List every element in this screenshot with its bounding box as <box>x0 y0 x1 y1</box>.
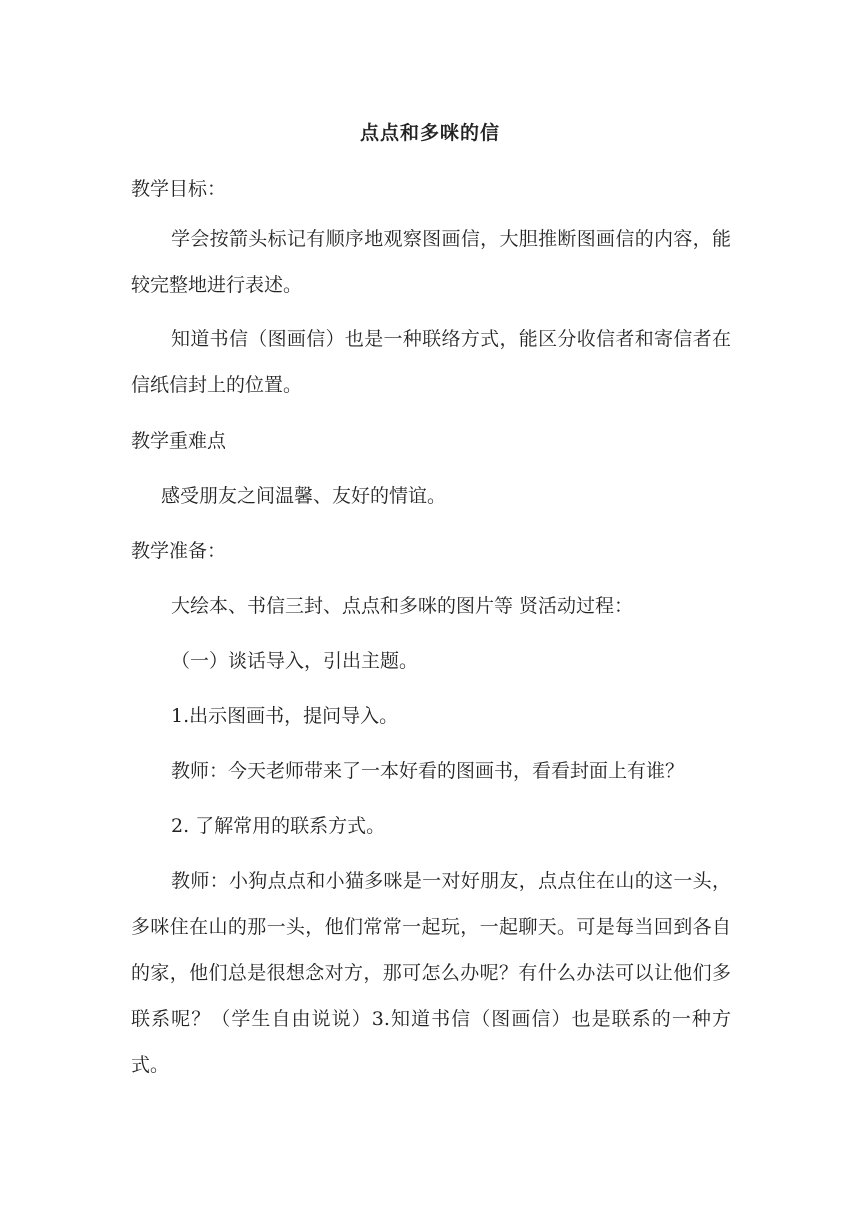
section-heading-preparation: 教学准备： <box>131 540 227 562</box>
paragraph-step-1-item-1: 1.出示图画书，提问导入。 <box>171 705 399 727</box>
section-heading-goals: 教学目标： <box>131 178 227 200</box>
paragraph-preparation: 大绘本、书信三封、点点和多咪的图片等 贤活动过程： <box>171 595 634 617</box>
paragraph-step-1-item-2: 2. 了解常用的联系方式。 <box>171 815 386 837</box>
paragraph-teacher-story: 教师：小狗点点和小猫多咪是一对好朋友，点点住在山的这一头，多咪住在山的那一头，他们常常一起玩，一起聊天。可是每当回到各自的家，他们总是很想念对方，那可怎么办呢？有什么办法可以让他们多联系呢？（学生自由说说）3.知道书信（图画信）也是联系的一种方式。 <box>131 870 731 1076</box>
paragraph-teacher-question: 教师：今天老师带来了一本好看的图画书，看看封面上有谁？ <box>171 760 685 782</box>
paragraph-goal-2: 知道书信（图画信）也是一种联络方式，能区分收信者和寄信者在信纸信封上的位置。 <box>131 328 731 396</box>
section-heading-key-points: 教学重难点 <box>131 430 227 452</box>
paragraph-step-1-heading: （一）谈话导入，引出主题。 <box>171 650 419 672</box>
paragraph-key-point: 感受朋友之间温馨、友好的情谊。 <box>161 485 447 507</box>
paragraph-goal-1: 学会按箭头标记有顺序地观察图画信，大胆推断图画信的内容，能较完整地进行表述。 <box>131 228 731 296</box>
document-title: 点点和多咪的信 <box>359 122 500 144</box>
